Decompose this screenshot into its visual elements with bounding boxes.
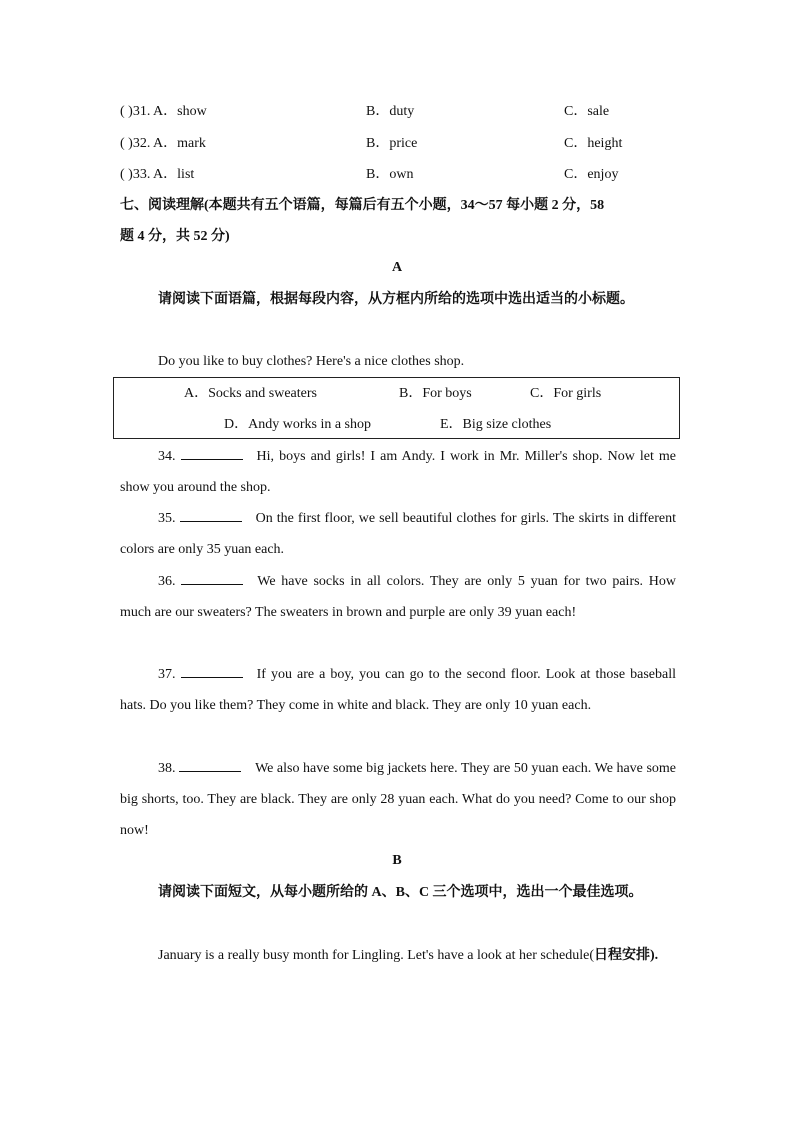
- item-35: [120, 503, 676, 565]
- passage-a-instruction: 请阅读下面语篇，根据每段内容，从方框内所给的选项中选出适当的小标题。: [158, 292, 634, 307]
- question-32-option-c: C．height: [564, 136, 623, 151]
- question-31-option-c: C．sale: [564, 104, 610, 119]
- item-34-answer-blank[interactable]: [181, 445, 243, 460]
- question-31-option-b: B．duty: [366, 104, 415, 119]
- option-row-31: [120, 102, 680, 122]
- passage-b-intro-english: January is a really busy month for Lingling. Let's have a look at her schedule(: [158, 948, 595, 963]
- passage-a-label: A: [391, 260, 403, 275]
- box-option-c: C．For girls: [530, 386, 602, 401]
- passage-b-intro-chinese: 日程安排).: [594, 948, 659, 963]
- item-38-number: 38.: [158, 761, 176, 776]
- passage-b-intro: [120, 940, 676, 971]
- item-36-number: 36.: [158, 574, 176, 589]
- item-35-text: On the first floor, we sell beautiful clothes for girls. The skirts in different colors are only 35 yuan each.: [120, 511, 676, 557]
- item-36: [120, 566, 676, 628]
- item-35-number: 35.: [158, 511, 176, 526]
- item-37-answer-blank[interactable]: [181, 663, 243, 678]
- box-option-d: D．Andy works in a shop: [224, 417, 371, 432]
- passage-b-label: B: [392, 853, 402, 868]
- box-option-a: A．Socks and sweaters: [184, 386, 317, 401]
- item-35-answer-blank[interactable]: [180, 507, 242, 522]
- item-34: [120, 441, 676, 503]
- item-36-text: We have socks in all colors. They are only 5 yuan for two pairs. How much are our sweaters? The sweaters in brown and purple are only 39 yuan each!: [120, 574, 677, 620]
- section-title-line-1: 七、阅读理解(本题共有五个语篇，每篇后有五个小题，34～57 每小题 2 分，58: [120, 198, 605, 213]
- item-38-text: We also have some big jackets here. They are 50 yuan each. We have some big shorts, too. They are black. They are only 28 yuan each. What do you need? Come to our shop now!: [120, 761, 676, 838]
- item-38-answer-blank[interactable]: [179, 757, 241, 772]
- option-row-32: [120, 134, 680, 154]
- item-34-text: Hi, boys and girls! I am Andy. I work in Mr. Miller's shop. Now let me show you around the shop.: [120, 449, 676, 495]
- question-33-option-a: ( )33. A．list: [120, 167, 195, 182]
- item-36-answer-blank[interactable]: [181, 570, 243, 585]
- item-38: [120, 753, 676, 846]
- item-37-text: If you are a boy, you can go to the second floor. Look at those baseball hats. Do you like them? They come in white and black. They are only 10 yuan each.: [120, 667, 676, 713]
- option-row-33: [120, 165, 680, 185]
- box-option-b: B．For boys: [399, 386, 472, 401]
- item-34-number: 34.: [158, 449, 176, 464]
- section-title-line-2: 题 4 分，共 52 分): [120, 229, 230, 244]
- question-32-option-b: B．price: [366, 136, 418, 151]
- question-32-option-a: ( )32. A．mark: [120, 136, 206, 151]
- options-box: [113, 377, 680, 439]
- question-33-option-c: C．enjoy: [564, 167, 619, 182]
- passage-a-intro: Do you like to buy clothes? Here's a nice clothes shop.: [158, 354, 465, 369]
- item-37: [120, 659, 676, 721]
- box-option-e: E．Big size clothes: [440, 417, 552, 432]
- item-37-number: 37.: [158, 667, 176, 682]
- passage-b-instruction: 请阅读下面短文，从每小题所给的 A、B、C 三个选项中，选出一个最佳选项。: [158, 885, 643, 900]
- question-31-option-a: ( )31. A．show: [120, 104, 207, 119]
- question-33-option-b: B．own: [366, 167, 414, 182]
